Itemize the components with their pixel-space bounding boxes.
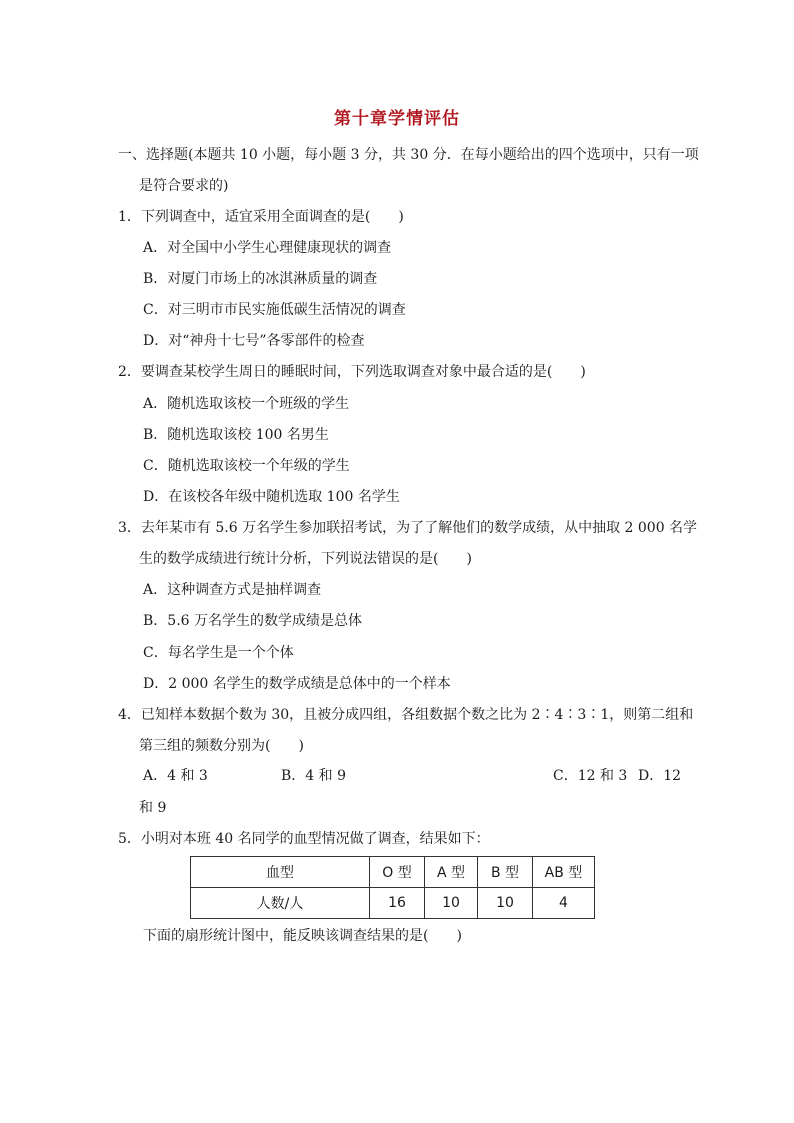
table-cell: 10 — [425, 888, 478, 919]
blood-type-table — [190, 856, 595, 919]
question-3-option-a: A．这种调查方式是抽样调查 — [143, 582, 322, 598]
question-1-stem: 1．下列调查中，适宜采用全面调查的是( ) — [118, 209, 404, 225]
table-header-cell: 血型 — [191, 857, 370, 888]
table-header-cell: O 型 — [370, 857, 425, 888]
table-header-cell: AB 型 — [533, 857, 595, 888]
table-cell: 10 — [478, 888, 533, 919]
question-2-option-d: D．在该校各年级中随机选取 100 名学生 — [143, 489, 400, 505]
question-4-stem-cont: 第三组的频数分别为( ) — [139, 738, 304, 754]
table-header-cell: A 型 — [425, 857, 478, 888]
section-heading-cont: 是符合要求的) — [139, 178, 229, 194]
table-row — [191, 888, 595, 919]
question-4-option-d: D．12 — [638, 768, 682, 784]
question-3-option-c: C．每名学生是一个个体 — [143, 645, 294, 661]
question-5-followup: 下面的扇形统计图中，能反映该调查结果的是( ) — [143, 928, 462, 944]
question-5-stem: 5．小明对本班 40 名同学的血型情况做了调查，结果如下： — [118, 831, 490, 847]
table-row — [191, 857, 595, 888]
question-4-option-b: B．4 和 9 — [281, 768, 347, 784]
question-3-stem: 3．去年某市有 5.6 万名学生参加联招考试，为了了解他们的数学成绩，从中抽取 2 000 名学 — [118, 520, 698, 536]
question-1-option-d: D．对“神舟十七号”各零部件的检查 — [143, 333, 365, 349]
question-2-option-c: C．随机选取该校一个年级的学生 — [143, 458, 350, 474]
question-2-option-b: B．随机选取该校 100 名男生 — [143, 427, 329, 443]
table-cell: 人数/人 — [191, 888, 370, 919]
table-cell: 4 — [533, 888, 595, 919]
question-4-stem: 4．已知样本数据个数为 30，且被分成四组，各组数据个数之比为 2∶4∶3∶1，则第二组和 — [118, 707, 694, 723]
question-4-option-a: A．4 和 3 — [143, 768, 208, 784]
question-2-stem: 2．要调查某校学生周日的睡眠时间，下列选取调查对象中最合适的是( ) — [118, 364, 586, 380]
question-2-option-a: A．随机选取该校一个班级的学生 — [143, 396, 350, 412]
section-heading: 一、选择题(本题共 10 小题，每小题 3 分，共 30 分．在每小题给出的四个选项中，只有一项 — [118, 147, 699, 163]
question-1-option-c: C．对三明市市民实施低碳生活情况的调查 — [143, 302, 406, 318]
question-4-option-c: C．12 和 3 — [553, 768, 628, 784]
table-header-cell: B 型 — [478, 857, 533, 888]
question-1-option-b: B．对厦门市场上的冰淇淋质量的调查 — [143, 271, 378, 287]
question-3-option-b: B．5.6 万名学生的数学成绩是总体 — [143, 613, 363, 629]
question-1-option-a: A．对全国中小学生心理健康现状的调查 — [143, 240, 392, 256]
question-3-stem-cont: 生的数学成绩进行统计分析，下列说法错误的是( ) — [139, 551, 472, 567]
page-title: 第十章学情评估 — [334, 109, 460, 129]
table-cell: 16 — [370, 888, 425, 919]
question-3-option-d: D．2 000 名学生的数学成绩是总体中的一个样本 — [143, 676, 451, 692]
question-4-option-d-cont: 和 9 — [139, 800, 167, 816]
